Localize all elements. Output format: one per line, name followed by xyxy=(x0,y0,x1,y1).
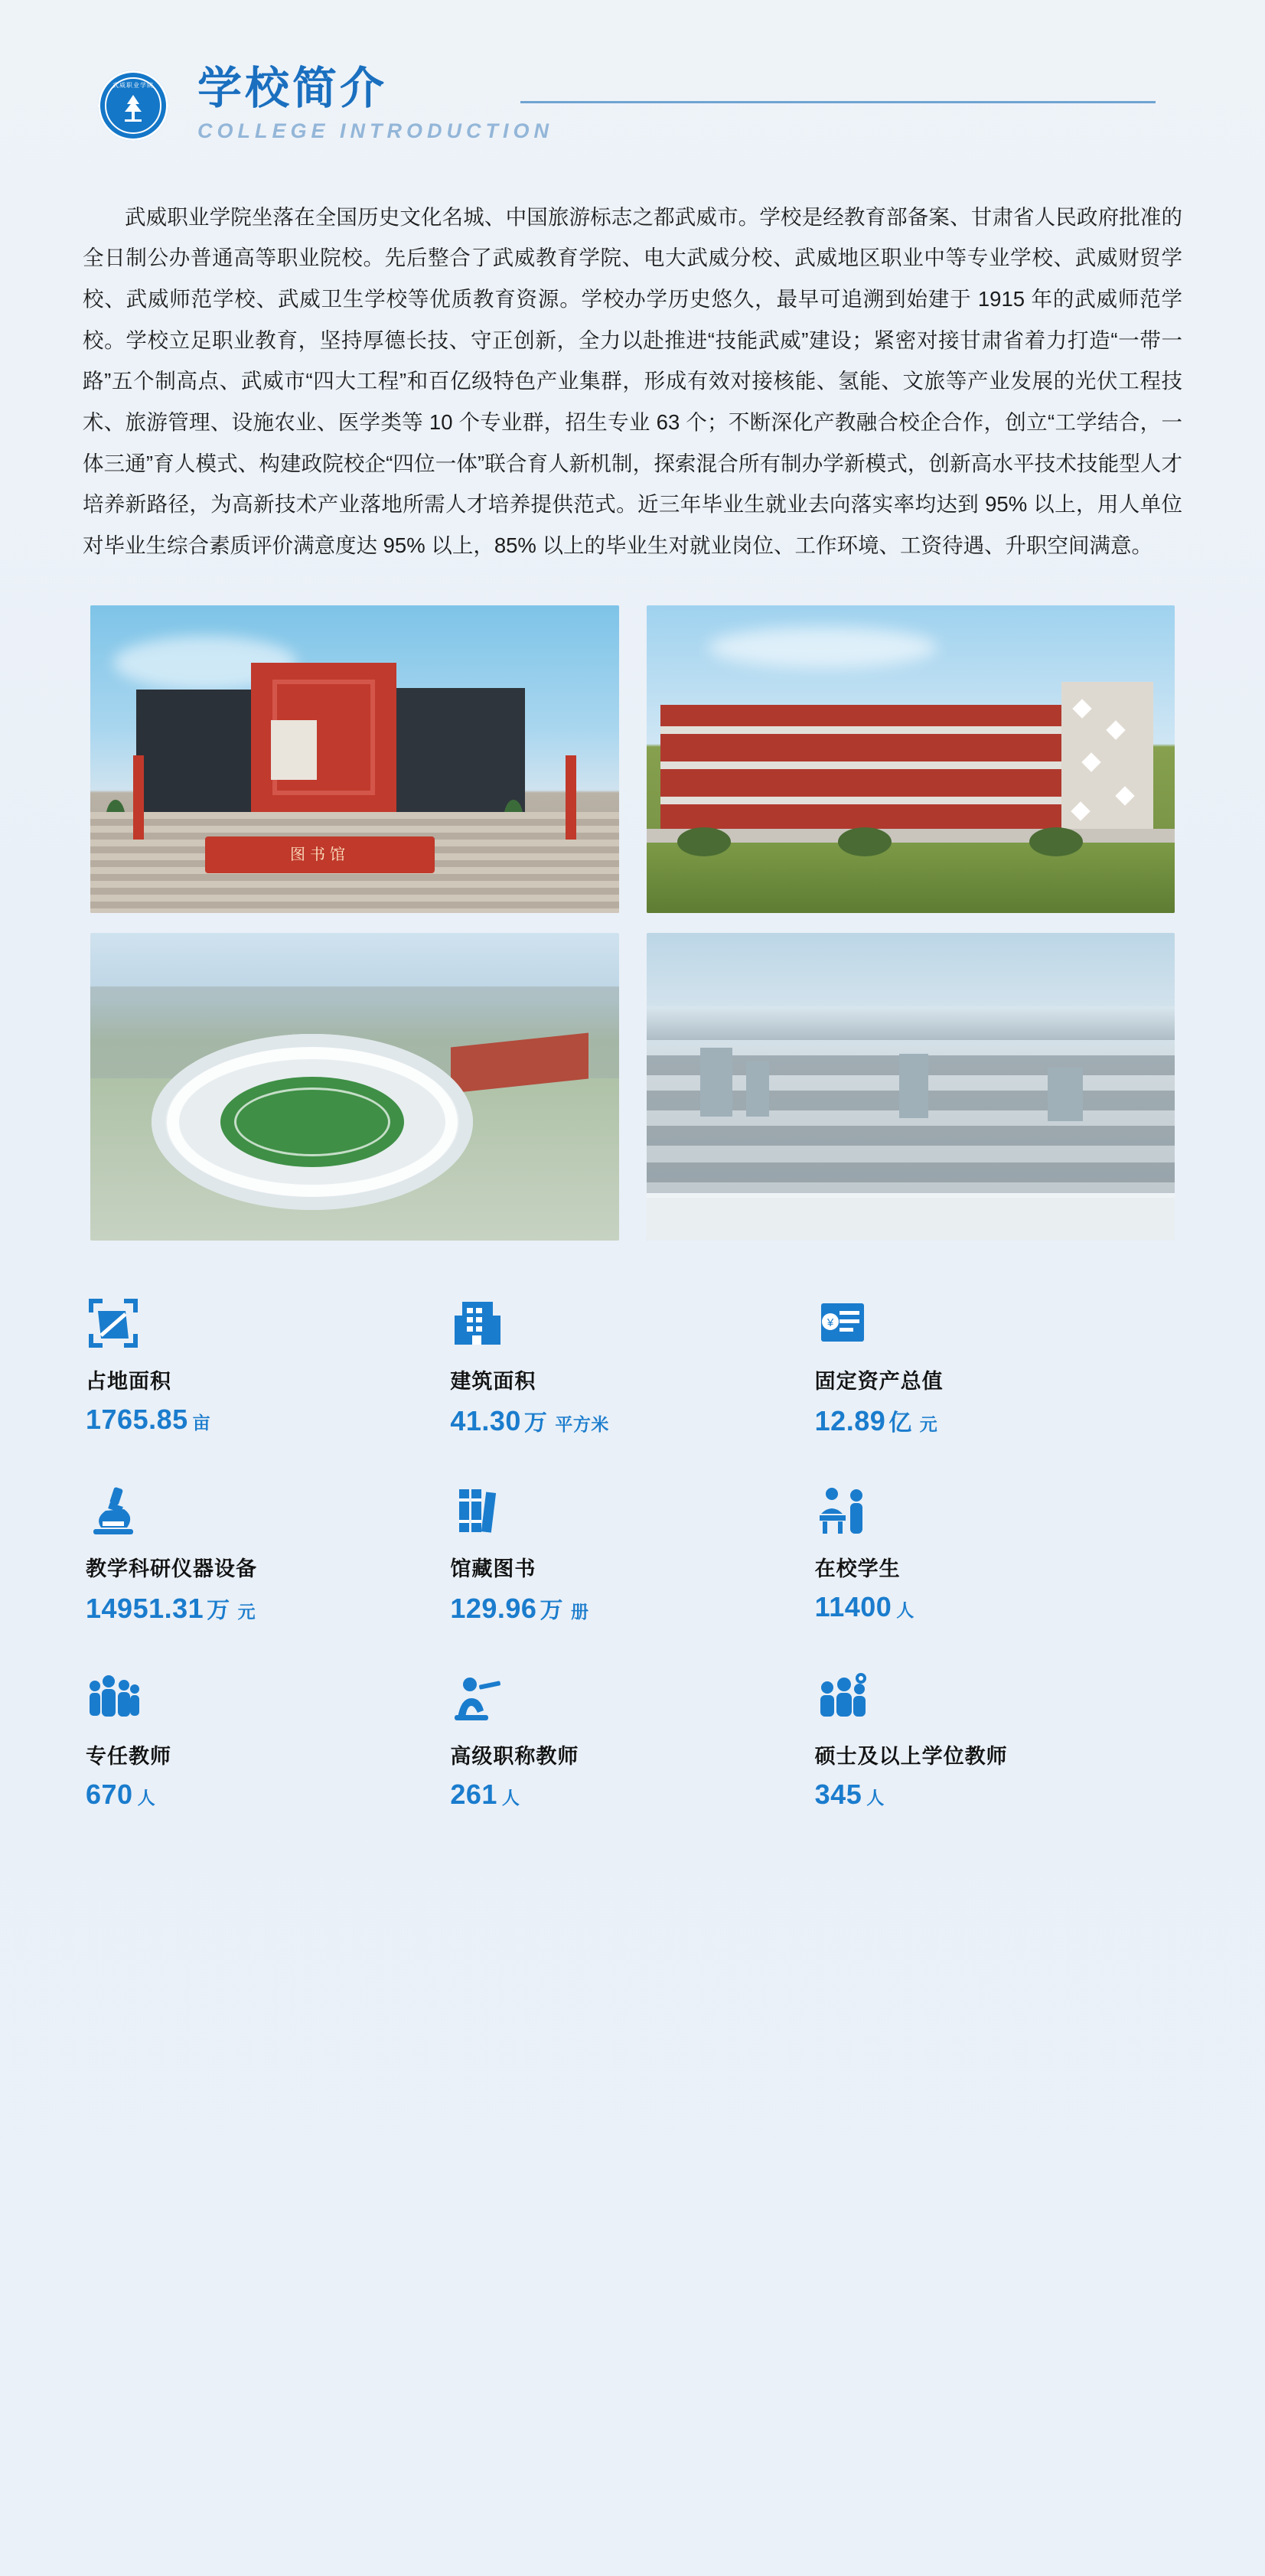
stat-value xyxy=(86,1779,450,1811)
stat-number: 345 xyxy=(814,1779,862,1811)
stat-item xyxy=(815,1472,1179,1625)
stat-label: 硕士及以上学位教师 xyxy=(814,1745,1008,1769)
stadium-aerial-photo xyxy=(90,933,619,1241)
stat-label: 高级职称教师 xyxy=(450,1745,579,1769)
title-divider-line xyxy=(520,101,1156,103)
stat-item xyxy=(450,1660,814,1811)
people-group-icon xyxy=(86,1660,450,1726)
asset-document-icon xyxy=(815,1285,1179,1351)
stat-unit: 元 xyxy=(237,1602,256,1622)
stat-value xyxy=(815,1779,1179,1811)
stat-value xyxy=(450,1404,814,1437)
stat-item xyxy=(815,1285,1179,1437)
stat-label: 专任教师 xyxy=(86,1745,171,1769)
stat-number: 11400 xyxy=(814,1591,892,1623)
stat-item xyxy=(450,1285,814,1437)
stat-magnitude: 万 xyxy=(523,1410,548,1436)
stat-item xyxy=(815,1660,1179,1811)
stat-value xyxy=(450,1591,814,1625)
logo-school-name: 武威职业学院 xyxy=(112,82,154,89)
stat-value xyxy=(450,1779,814,1811)
area-measure-icon xyxy=(86,1285,450,1351)
page-title: 学校简介 xyxy=(197,64,388,113)
stat-magnitude: 万 xyxy=(207,1598,230,1624)
stat-magnitude: 万 xyxy=(540,1598,563,1624)
stat-label: 馆藏图书 xyxy=(450,1557,536,1581)
stat-magnitude: 亿 xyxy=(888,1410,912,1436)
stat-value xyxy=(815,1591,1179,1623)
stat-number: 261 xyxy=(450,1779,497,1811)
stat-unit: 人 xyxy=(896,1600,915,1621)
stat-unit: 人 xyxy=(501,1788,520,1808)
teacher-icon xyxy=(450,1660,814,1726)
stat-value xyxy=(86,1404,450,1436)
stat-label: 建筑面积 xyxy=(450,1370,536,1394)
svg-text:¥: ¥ xyxy=(826,1316,833,1330)
books-icon xyxy=(450,1472,814,1538)
stat-label: 在校学生 xyxy=(814,1557,901,1581)
stat-item xyxy=(450,1472,814,1625)
tree-emblem-icon xyxy=(119,92,148,122)
stat-label: 占地面积 xyxy=(86,1370,171,1394)
photo-grid xyxy=(90,605,1175,1241)
stat-unit: 平方米 xyxy=(555,1414,609,1435)
library-sign-text: 图书馆 xyxy=(290,846,350,864)
stat-number: 41.30 xyxy=(450,1405,521,1437)
building-icon xyxy=(450,1285,814,1351)
student-desk-icon xyxy=(815,1472,1179,1538)
stat-number: 670 xyxy=(86,1779,133,1811)
stat-unit: 元 xyxy=(919,1414,938,1435)
scholars-icon xyxy=(815,1660,1179,1726)
stat-number: 12.89 xyxy=(814,1405,886,1437)
page-title-en: COLLEGE INTRODUCTION xyxy=(197,119,553,142)
stat-unit: 册 xyxy=(570,1602,589,1622)
statistics-grid xyxy=(86,1285,1179,1811)
stat-unit: 人 xyxy=(866,1788,885,1808)
stat-item xyxy=(86,1285,450,1437)
teaching-building-photo xyxy=(647,605,1175,913)
microscope-icon xyxy=(86,1472,450,1538)
introduction-paragraph: 武威职业学院坐落在全国历史文化名城、中国旅游标志之都武威市。学校是经教育部备案、甘肃省人民政府批准的全日制公办普通高等职业院校。先后整合了武威教育学院、电大武威分校、武威地区职业中等专业学校、武威财贸学校、武威师范学校、武威卫生学校等优质教育资源。学校办学历史悠久，最早可追溯到始建于 1915 年的武威师范学校。学校立足职业教育，坚持厚德长技、守正创新，全力以赴推进“技能武威”建设；紧密对接甘肃省着力打造“一带一路”五个制高点、武威市“四大工程”和百亿级特色产业集群，形成有效对接核能、氢能、文旅等产业发展的光伏工程技术、旅游管理、设施农业、医学类等 10 个专业群，招生专业 63 个；不断深化产教融合校企合作，创立“工学结合，一体三通”育人模式、构建政院校企“四位一体”联合育人新机制，探索混合所有制办学新模式，创新高水平技术技能型人才培养新路径，为高新技术产业落地所需人才培养提供范式。近三年毕业生就业去向落实率均达到 95% 以上，用人单位对毕业生综合素质评价满意度达 95% 以上，85% 以上的毕业生对就业岗位、工作环境、工资待遇、升职空间满意。 xyxy=(83,204,1182,557)
school-logo xyxy=(98,70,171,144)
stat-unit: 亩 xyxy=(192,1413,211,1433)
stat-number: 14951.31 xyxy=(86,1593,204,1625)
stat-unit: 人 xyxy=(137,1788,156,1808)
page-title-block xyxy=(197,64,553,143)
page-header xyxy=(0,0,1265,149)
stat-item xyxy=(86,1660,450,1811)
stat-number: 129.96 xyxy=(450,1593,537,1625)
campus-winter-aerial-photo xyxy=(647,933,1175,1241)
stat-number: 1765.85 xyxy=(86,1404,188,1436)
stat-value xyxy=(815,1404,1179,1437)
library-building-photo xyxy=(90,605,619,913)
stat-value xyxy=(86,1591,450,1625)
stat-item xyxy=(86,1472,450,1625)
stat-label: 教学科研仪器设备 xyxy=(86,1557,257,1581)
stat-label: 固定资产总值 xyxy=(814,1370,944,1394)
